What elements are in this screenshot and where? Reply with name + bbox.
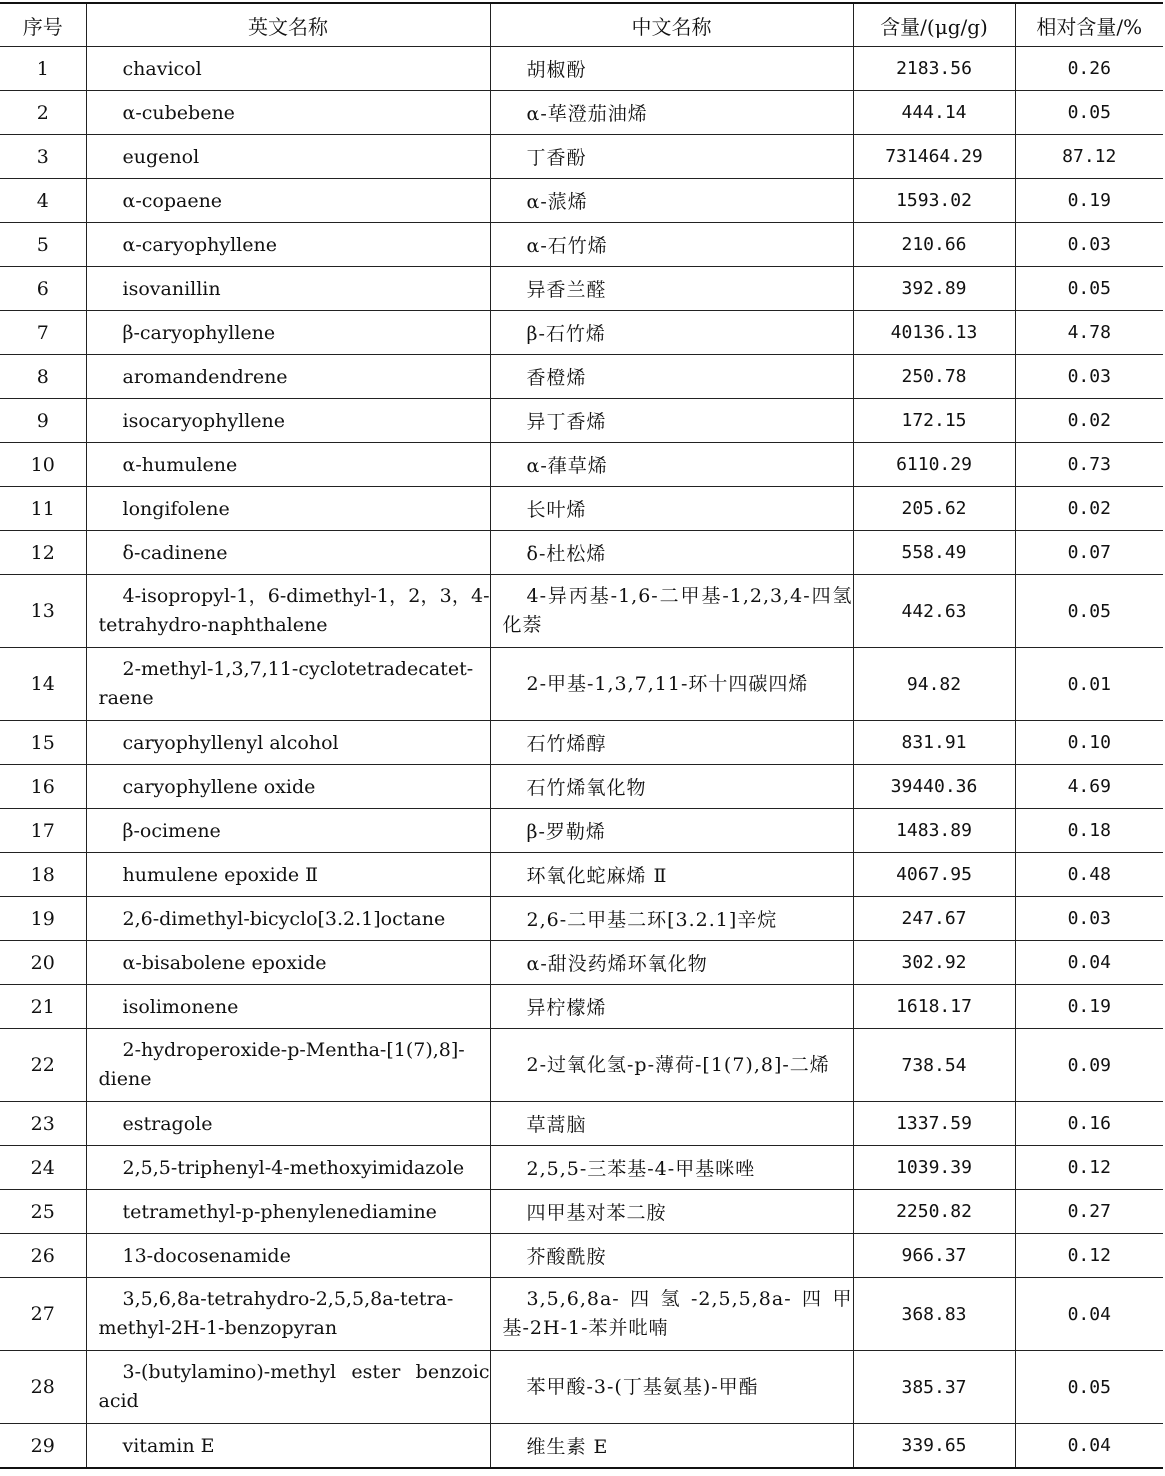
- content-cell: 444.14: [853, 91, 1015, 135]
- chinese-name-cell: β-罗勒烯: [490, 809, 853, 853]
- table-row: [0, 399, 1163, 443]
- english-name-cell: α-copaene: [86, 179, 490, 223]
- relative-content-cell: 0.10: [1015, 721, 1163, 765]
- content-cell: 1618.17: [853, 985, 1015, 1029]
- row-number: 20: [0, 941, 86, 985]
- relative-content-cell: 0.05: [1015, 575, 1163, 648]
- table-row: [0, 648, 1163, 721]
- relative-content-cell: 0.07: [1015, 531, 1163, 575]
- table-row: [0, 1029, 1163, 1102]
- relative-content-cell: 0.05: [1015, 1351, 1163, 1424]
- english-name-cell-text: 2-methyl-1,3,7,11-cyclotetradecatet-raene: [98, 658, 474, 709]
- chinese-name-cell: 石竹烯醇: [490, 721, 853, 765]
- row-number: 15: [0, 721, 86, 765]
- content-cell: 1483.89: [853, 809, 1015, 853]
- relative-content-cell: 0.12: [1015, 1234, 1163, 1278]
- relative-content-cell: 4.78: [1015, 311, 1163, 355]
- row-number: 22: [0, 1029, 86, 1102]
- relative-content-cell: 0.04: [1015, 941, 1163, 985]
- english-name-cell: [86, 1029, 490, 1102]
- content-cell: 40136.13: [853, 311, 1015, 355]
- row-number: 25: [0, 1190, 86, 1234]
- english-name-cell: humulene epoxide Ⅱ: [86, 853, 490, 897]
- relative-content-cell: 0.26: [1015, 47, 1163, 91]
- header-content: 含量/(μg/g): [853, 3, 1015, 47]
- content-cell: 302.92: [853, 941, 1015, 985]
- content-cell: 2183.56: [853, 47, 1015, 91]
- row-number: 26: [0, 1234, 86, 1278]
- content-cell: 6110.29: [853, 443, 1015, 487]
- table-row: [0, 1146, 1163, 1190]
- row-number: 3: [0, 135, 86, 179]
- english-name-cell: β-caryophyllene: [86, 311, 490, 355]
- chinese-name-cell: 丁香酚: [490, 135, 853, 179]
- english-name-cell-text: 3-(butylamino)-methyl ester benzoic acid: [98, 1361, 490, 1412]
- table-row: [0, 1278, 1163, 1351]
- content-cell: 172.15: [853, 399, 1015, 443]
- english-name-cell: 2,6-dimethyl-bicyclo[3.2.1]octane: [86, 897, 490, 941]
- header-no: 序号: [0, 3, 86, 47]
- english-name-cell: α-humulene: [86, 443, 490, 487]
- row-number: 23: [0, 1102, 86, 1146]
- english-name-cell: caryophyllene oxide: [86, 765, 490, 809]
- table-body: [0, 47, 1163, 1469]
- content-cell: 205.62: [853, 487, 1015, 531]
- content-cell: 738.54: [853, 1029, 1015, 1102]
- relative-content-cell: 0.48: [1015, 853, 1163, 897]
- chinese-name-cell: β-石竹烯: [490, 311, 853, 355]
- chinese-name-cell-text: 3,5,6,8a-四氢-2,5,5,8a-四甲基-2H-1-苯并吡喃: [502, 1288, 853, 1339]
- header-english-name: 英文名称: [86, 3, 490, 47]
- row-number: 19: [0, 897, 86, 941]
- english-name-cell: 13-docosenamide: [86, 1234, 490, 1278]
- table-row: [0, 765, 1163, 809]
- chinese-name-cell: 异丁香烯: [490, 399, 853, 443]
- row-number: 7: [0, 311, 86, 355]
- row-number: 1: [0, 47, 86, 91]
- english-name-cell: [86, 1351, 490, 1424]
- row-number: 4: [0, 179, 86, 223]
- chinese-name-cell: 芥酸酰胺: [490, 1234, 853, 1278]
- chinese-name-cell: 四甲基对苯二胺: [490, 1190, 853, 1234]
- table-row: [0, 809, 1163, 853]
- relative-content-cell: 0.02: [1015, 487, 1163, 531]
- chinese-name-cell: 2,5,5-三苯基-4-甲基咪唑: [490, 1146, 853, 1190]
- english-name-cell-text: 4-isopropyl-1，6-dimethyl-1，2，3，4-tetrahydro-naphthalene: [98, 585, 490, 636]
- table-row: [0, 531, 1163, 575]
- chinese-name-cell: α-石竹烯: [490, 223, 853, 267]
- content-cell: 392.89: [853, 267, 1015, 311]
- english-name-cell: 2,5,5-triphenyl-4-methoxyimidazole: [86, 1146, 490, 1190]
- english-name-cell: eugenol: [86, 135, 490, 179]
- table-row: [0, 1351, 1163, 1424]
- english-name-cell: caryophyllenyl alcohol: [86, 721, 490, 765]
- content-cell: 368.83: [853, 1278, 1015, 1351]
- table-row: [0, 179, 1163, 223]
- content-cell: 4067.95: [853, 853, 1015, 897]
- chinese-name-cell: 异香兰醛: [490, 267, 853, 311]
- content-cell: 247.67: [853, 897, 1015, 941]
- chinese-name-cell: 2,6-二甲基二环[3.2.1]辛烷: [490, 897, 853, 941]
- content-cell: 210.66: [853, 223, 1015, 267]
- compound-table: [0, 2, 1163, 1469]
- table-row: [0, 941, 1163, 985]
- chinese-name-cell: δ-杜松烯: [490, 531, 853, 575]
- relative-content-cell: 0.02: [1015, 399, 1163, 443]
- relative-content-cell: 0.04: [1015, 1278, 1163, 1351]
- chinese-name-cell: 草蒿脑: [490, 1102, 853, 1146]
- relative-content-cell: 0.16: [1015, 1102, 1163, 1146]
- row-number: 17: [0, 809, 86, 853]
- row-number: 13: [0, 575, 86, 648]
- table-row: [0, 897, 1163, 941]
- relative-content-cell: 0.27: [1015, 1190, 1163, 1234]
- table-row: [0, 47, 1163, 91]
- table-row: [0, 1190, 1163, 1234]
- english-name-cell: [86, 1278, 490, 1351]
- table-row: [0, 1424, 1163, 1469]
- table-row: [0, 1102, 1163, 1146]
- row-number: 18: [0, 853, 86, 897]
- chinese-name-cell: 异柠檬烯: [490, 985, 853, 1029]
- chinese-name-cell: α-荜澄茄油烯: [490, 91, 853, 135]
- content-cell: 1039.39: [853, 1146, 1015, 1190]
- row-number: 16: [0, 765, 86, 809]
- english-name-cell: aromandendrene: [86, 355, 490, 399]
- row-number: 11: [0, 487, 86, 531]
- relative-content-cell: 0.12: [1015, 1146, 1163, 1190]
- relative-content-cell: 0.18: [1015, 809, 1163, 853]
- chinese-name-cell-text: 4-异丙基-1,6-二甲基-1,2,3,4-四氢化萘: [502, 585, 853, 636]
- chinese-name-cell: [490, 1029, 853, 1102]
- relative-content-cell: 0.03: [1015, 355, 1163, 399]
- content-cell: 339.65: [853, 1424, 1015, 1469]
- row-number: 9: [0, 399, 86, 443]
- content-cell: 94.82: [853, 648, 1015, 721]
- relative-content-cell: 0.09: [1015, 1029, 1163, 1102]
- chinese-name-cell: α-甜没药烯环氧化物: [490, 941, 853, 985]
- english-name-cell: estragole: [86, 1102, 490, 1146]
- row-number: 29: [0, 1424, 86, 1469]
- row-number: 5: [0, 223, 86, 267]
- row-number: 2: [0, 91, 86, 135]
- chinese-name-cell: α-蒎烯: [490, 179, 853, 223]
- relative-content-cell: 87.12: [1015, 135, 1163, 179]
- english-name-cell: tetramethyl-p-phenylenediamine: [86, 1190, 490, 1234]
- row-number: 6: [0, 267, 86, 311]
- relative-content-cell: 0.03: [1015, 897, 1163, 941]
- relative-content-cell: 0.03: [1015, 223, 1163, 267]
- row-number: 24: [0, 1146, 86, 1190]
- content-cell: 1593.02: [853, 179, 1015, 223]
- english-name-cell: α-caryophyllene: [86, 223, 490, 267]
- row-number: 21: [0, 985, 86, 1029]
- table-row: [0, 853, 1163, 897]
- table-row: [0, 575, 1163, 648]
- relative-content-cell: 0.05: [1015, 91, 1163, 135]
- content-cell: 2250.82: [853, 1190, 1015, 1234]
- english-name-cell: isocaryophyllene: [86, 399, 490, 443]
- chinese-name-cell: α-葎草烯: [490, 443, 853, 487]
- relative-content-cell: 0.01: [1015, 648, 1163, 721]
- table-row: [0, 135, 1163, 179]
- table-row: [0, 91, 1163, 135]
- table-row: [0, 311, 1163, 355]
- english-name-cell: [86, 575, 490, 648]
- table-row: [0, 487, 1163, 531]
- english-name-cell: δ-cadinene: [86, 531, 490, 575]
- row-number: 12: [0, 531, 86, 575]
- relative-content-cell: 4.69: [1015, 765, 1163, 809]
- table-row: [0, 267, 1163, 311]
- english-name-cell: longifolene: [86, 487, 490, 531]
- row-number: 28: [0, 1351, 86, 1424]
- content-cell: 442.63: [853, 575, 1015, 648]
- chinese-name-cell: [490, 648, 853, 721]
- english-name-cell: α-cubebene: [86, 91, 490, 135]
- content-cell: 966.37: [853, 1234, 1015, 1278]
- relative-content-cell: 0.19: [1015, 179, 1163, 223]
- english-name-cell: chavicol: [86, 47, 490, 91]
- table-row: [0, 355, 1163, 399]
- row-number: 10: [0, 443, 86, 487]
- chinese-name-cell: [490, 575, 853, 648]
- table-row: [0, 985, 1163, 1029]
- content-cell: 250.78: [853, 355, 1015, 399]
- table-row: [0, 443, 1163, 487]
- content-cell: 385.37: [853, 1351, 1015, 1424]
- chinese-name-cell: 石竹烯氧化物: [490, 765, 853, 809]
- english-name-cell-text: 3,5,6,8a-tetrahydro-2,5,5,8a-tetra-methyl-2H-1-benzopyran: [98, 1288, 454, 1339]
- chinese-name-cell: 维生素 E: [490, 1424, 853, 1469]
- relative-content-cell: 0.73: [1015, 443, 1163, 487]
- table-row: [0, 223, 1163, 267]
- chinese-name-cell: [490, 1278, 853, 1351]
- header-chinese-name: 中文名称: [490, 3, 853, 47]
- content-cell: 731464.29: [853, 135, 1015, 179]
- content-cell: 39440.36: [853, 765, 1015, 809]
- row-number: 27: [0, 1278, 86, 1351]
- chinese-name-cell: 香橙烯: [490, 355, 853, 399]
- relative-content-cell: 0.04: [1015, 1424, 1163, 1469]
- chinese-name-cell-text: 苯甲酸-3-(丁基氨基)-甲酯: [526, 1375, 759, 1398]
- header-relative-content: 相对含量/%: [1015, 3, 1163, 47]
- table-row: [0, 1234, 1163, 1278]
- chinese-name-cell-text: 2-甲基-1,3,7,11-环十四碳四烯: [526, 672, 809, 695]
- english-name-cell: isovanillin: [86, 267, 490, 311]
- chinese-name-cell: [490, 1351, 853, 1424]
- content-cell: 831.91: [853, 721, 1015, 765]
- chinese-name-cell: 环氧化蛇麻烯 Ⅱ: [490, 853, 853, 897]
- chinese-name-cell: 胡椒酚: [490, 47, 853, 91]
- header-row: [0, 3, 1163, 47]
- relative-content-cell: 0.19: [1015, 985, 1163, 1029]
- table-row: [0, 721, 1163, 765]
- chinese-name-cell: 长叶烯: [490, 487, 853, 531]
- english-name-cell: β-ocimene: [86, 809, 490, 853]
- content-cell: 558.49: [853, 531, 1015, 575]
- english-name-cell: isolimonene: [86, 985, 490, 1029]
- english-name-cell: [86, 648, 490, 721]
- english-name-cell: α-bisabolene epoxide: [86, 941, 490, 985]
- content-cell: 1337.59: [853, 1102, 1015, 1146]
- english-name-cell-text: 2-hydroperoxide-p-Mentha-[1(7),8]-diene: [98, 1039, 465, 1090]
- row-number: 8: [0, 355, 86, 399]
- row-number: 14: [0, 648, 86, 721]
- chinese-name-cell-text: 2-过氧化氢-p-薄荷-[1(7),8]-二烯: [526, 1053, 830, 1076]
- relative-content-cell: 0.05: [1015, 267, 1163, 311]
- english-name-cell: vitamin E: [86, 1424, 490, 1469]
